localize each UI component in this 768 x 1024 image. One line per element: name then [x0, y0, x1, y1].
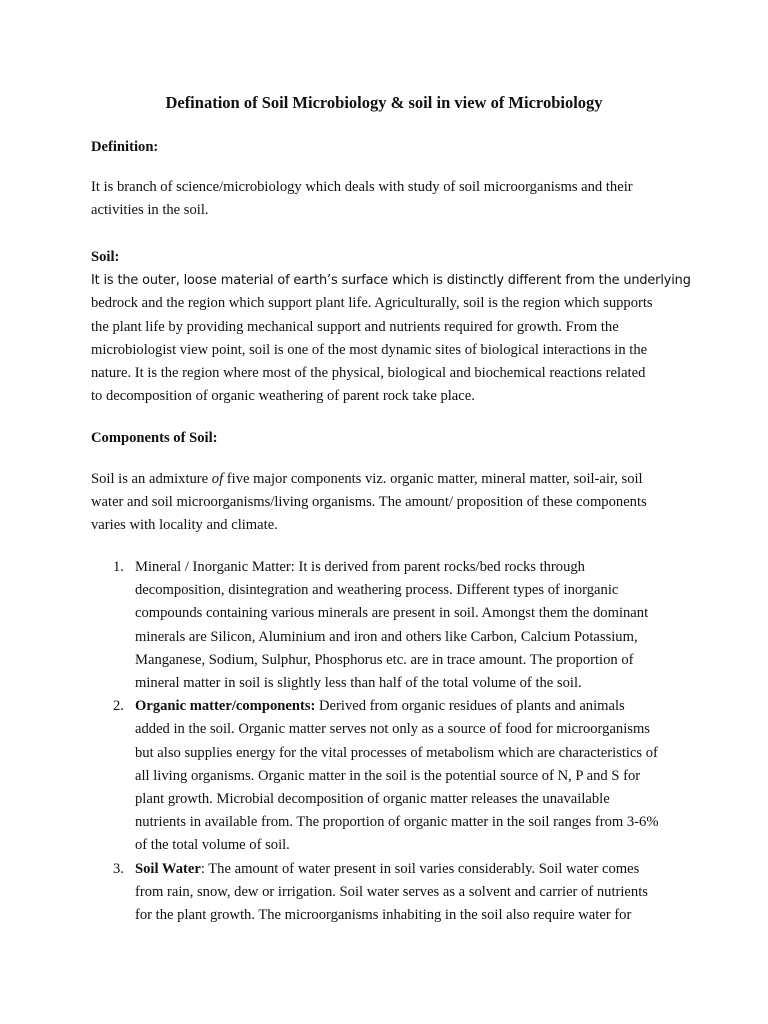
list-number: 1.	[113, 559, 124, 575]
list-item-line: Manganese, Sodium, Sulphur, Phosphorus etc. are in trace amount. The proportion of	[135, 651, 634, 668]
list-item-line: of the total volume of soil.	[135, 837, 290, 854]
intro-text-italic: of	[211, 471, 224, 487]
list-item-line: plant growth. Microbial decomposition of organic matter releases the unavailable	[135, 791, 610, 808]
list-item	[91, 858, 691, 928]
definition-heading: Definition:	[91, 139, 159, 155]
list-item-first-text: Derived from organic residues of plants and animals	[315, 698, 625, 715]
list-item-line: all living organisms. Organic matter in the soil is the potential source of N, P and S for	[135, 767, 641, 784]
soil-first-line: It is the outer, loose material of earth’s surface which is distinctly different from the underlying	[91, 273, 691, 289]
list-item-line	[135, 858, 691, 881]
components-section	[91, 427, 681, 450]
definition-line: activities in the soil.	[91, 202, 209, 219]
list-item-line	[135, 695, 691, 718]
intro-text-before: Soil is an admixture	[91, 471, 212, 487]
list-item-line: added in the soil. Organic matter serves not only as a source of food for microorganisms	[135, 721, 650, 738]
components-intro-line: varies with locality and climate.	[91, 517, 278, 534]
definition-section	[91, 136, 681, 159]
soil-heading: Soil:	[91, 249, 120, 265]
components-intro-line	[91, 468, 681, 491]
components-heading: Components of Soil:	[91, 430, 218, 446]
list-item-line: but also supplies energy for the vital processes of metabolism which are characteristics of	[135, 744, 658, 761]
soil-line: microbiologist view point, soil is one of the most dynamic sites of biological interactions in the	[91, 341, 648, 358]
components-intro	[91, 468, 681, 538]
list-item-line: nutrients in available from. The proportion of organic matter in the soil ranges from 3-6%	[135, 814, 659, 831]
components-intro-line: water and soil microorganisms/living organisms. The amount/ proposition of these components	[91, 494, 647, 511]
list-item-line: from rain, snow, dew or irrigation. Soil water serves as a solvent and carrier of nutrients	[135, 883, 648, 900]
list-item-line: for the plant growth. The microorganisms inhabiting in the soil also require water for	[135, 907, 632, 924]
list-number: 3.	[113, 860, 124, 877]
soil-line: nature. It is the region where most of the physical, biological and biochemical reactions related	[91, 365, 646, 382]
list-item-lead: Soil Water	[135, 860, 201, 877]
list-item-lead: Organic matter/components:	[135, 698, 316, 715]
list-item-first-text: : The amount of water present in soil varies considerably. Soil water comes	[200, 860, 640, 877]
list-item-line: decomposition, disintegration and weathering process. Different types of inorganic	[135, 582, 619, 599]
soil-section	[91, 246, 691, 408]
document-title: Defination of Soil Microbiology & soil in view of Microbiology	[165, 93, 603, 112]
list-item-line: compounds containing various minerals are present in soil. Amongst them the dominant	[135, 605, 649, 622]
list-item	[91, 695, 691, 857]
soil-line: the plant life by providing mechanical support and nutrients required for growth. From the	[91, 318, 619, 335]
definition-line: It is branch of science/microbiology which deals with study of soil microorganisms and their	[91, 179, 633, 195]
list-item-first-text: Mineral / Inorganic Matter: It is derived from parent rocks/bed rocks through	[135, 559, 585, 575]
list-number: 2.	[113, 698, 124, 715]
components-list	[91, 556, 691, 927]
soil-line: to decomposition of organic weathering of parent rock take place.	[91, 388, 475, 405]
list-item-line	[135, 556, 691, 579]
soil-line: bedrock and the region which support plant life. Agriculturally, soil is the region which supports	[91, 295, 653, 312]
definition-body	[91, 176, 681, 222]
list-item	[91, 556, 691, 695]
list-item-line: minerals are Silicon, Aluminium and iron and others like Carbon, Calcium Potassium,	[135, 628, 638, 645]
intro-text-after: five major components viz. organic matter, mineral matter, soil-air, soil	[223, 471, 643, 487]
list-item-line: mineral matter in soil is slightly less than half of the total volume of the soil.	[135, 675, 582, 692]
